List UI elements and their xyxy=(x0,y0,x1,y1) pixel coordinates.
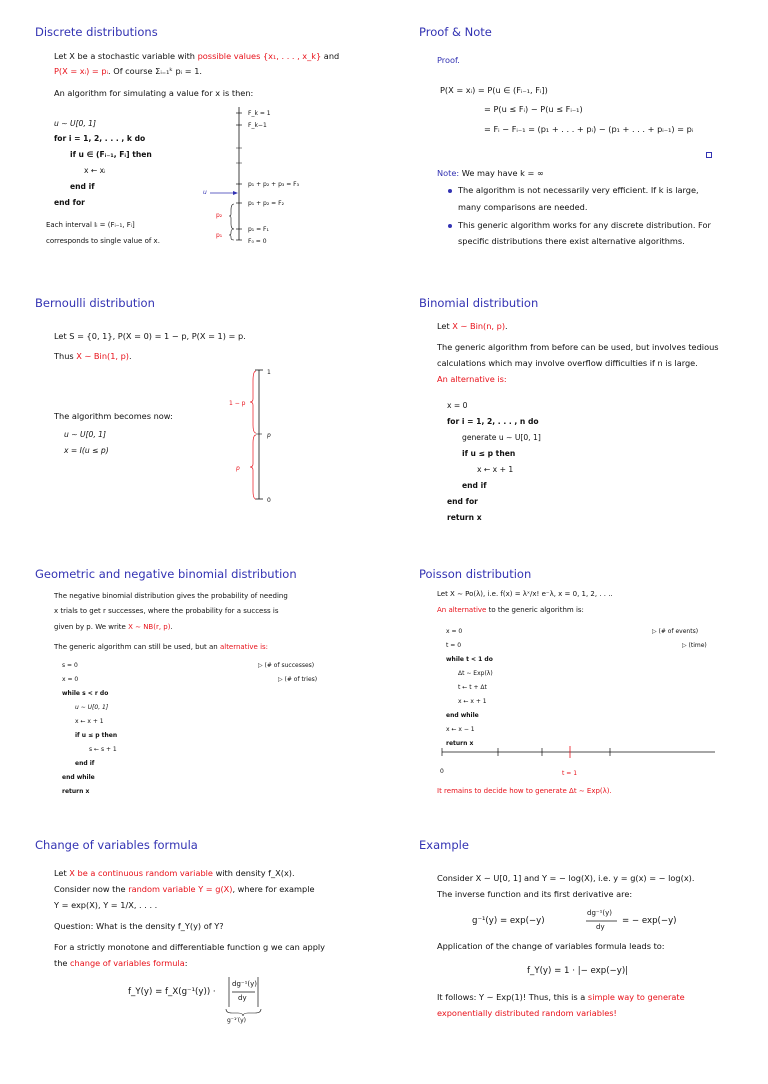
time-axis-diagram xyxy=(384,542,385,543)
axis-label: F_k−1 xyxy=(248,122,267,129)
paragraph-line: Let X be a continuous random variable with density f_X(x). xyxy=(54,868,295,878)
panel-title: Geometric and negative binomial distribution xyxy=(35,567,297,581)
code-line: end if xyxy=(462,481,487,490)
paragraph-line: The negative binomial distribution gives the probability of needing xyxy=(54,592,288,600)
code-comment: ▷ (# of successes) xyxy=(258,662,315,669)
brace-label: 1 − p xyxy=(229,400,246,407)
code-line: s = 0 xyxy=(62,662,78,669)
code-line: u ∼ U[0, 1] xyxy=(75,704,109,711)
paragraph-line: calculations which may involve overflow difficulties if n is large. xyxy=(437,358,698,368)
bullet-text: many comparisons are needed. xyxy=(458,202,588,212)
probability-line: P(X = xᵢ) = pᵢ. Of course Σᵢ₌₁ᵏ pᵢ = 1. xyxy=(54,66,203,76)
qed-square-icon xyxy=(706,152,712,158)
code-line: x ← x − 1 xyxy=(446,726,475,733)
paragraph-line: For a strictly monotone and differentiable function g we can apply xyxy=(54,942,326,952)
paragraph-line: The generic algorithm can still be used, but an alternative is: xyxy=(54,643,269,651)
alternative-label: An alternative is: xyxy=(437,374,507,384)
interval-note: corresponds to single value of x. xyxy=(46,237,160,245)
code-line: end if xyxy=(75,760,95,767)
code-line: x ← x + 1 xyxy=(477,465,514,474)
code-comment: ▷ (# of tries) xyxy=(278,676,318,683)
code-line: end for xyxy=(447,497,478,506)
proof-equation: = Fᵢ − Fᵢ₋₁ = (p₁ + . . . + pᵢ) − (p₁ + . . . + pᵢ₋₁) = pᵢ xyxy=(484,124,694,134)
axis-label: 0 xyxy=(440,768,444,775)
code-line: while t < 1 do xyxy=(446,656,493,663)
axis-label: p₁ + p₂ + p₃ = F₃ xyxy=(248,181,300,188)
code-line: end while xyxy=(62,774,95,781)
axis-label: F_k = 1 xyxy=(248,110,271,117)
proof-equation: = P(u ≤ Fᵢ) − P(u ≤ Fᵢ₋₁) xyxy=(484,104,583,114)
formula-denominator: dy xyxy=(596,923,605,931)
interval-note: Each interval Iᵢ = (Fᵢ₋₁, Fᵢ] xyxy=(46,221,135,229)
code-line: t ← t + Δt xyxy=(458,684,487,691)
u-label: u xyxy=(203,189,207,196)
code-line: x ← xᵢ xyxy=(84,166,106,175)
panel-poisson xyxy=(384,542,768,813)
formula-numerator: dg⁻¹(y) xyxy=(232,980,257,988)
panel-title: Example xyxy=(419,838,469,852)
panel-title: Binomial distribution xyxy=(419,296,539,310)
code-line: t = 0 xyxy=(446,642,462,649)
bullet-icon xyxy=(448,224,452,228)
paragraph-line: The generic algorithm from before can be used, but involves tedious xyxy=(437,342,719,352)
panel-discrete-distributions xyxy=(0,0,384,271)
intro-line: Let X be a stochastic variable with possible values {x₁, . . . , x_k} and xyxy=(54,51,340,61)
panel-title: Discrete distributions xyxy=(35,25,158,39)
code-line: x = 0 xyxy=(447,401,468,410)
formula-left: f_Y(y) = f_X(g⁻¹(y)) · xyxy=(128,987,216,997)
code-line: x = 0 xyxy=(62,676,79,683)
paragraph-line: the change of variables formula: xyxy=(54,958,188,968)
paragraph-line: Consider X ∼ U[0, 1] and Y = − log(X), i.e. y = g(x) = − log(x). xyxy=(437,873,695,883)
paragraph-line: Application of the change of variables formula leads to: xyxy=(437,941,665,951)
code-line: x = I(u ≤ p) xyxy=(64,446,109,455)
code-line: end while xyxy=(446,712,479,719)
code-comment: ▷ (time) xyxy=(682,642,707,649)
code-line: for i = 1, 2, . . . , k do xyxy=(54,134,146,143)
code-line: for i = 1, 2, . . . , n do xyxy=(447,417,539,426)
alternative-line: An alternative to the generic algorithm is: xyxy=(437,606,584,614)
algorithm-intro: The algorithm becomes now: xyxy=(54,411,173,421)
bullet-text: specific distributions there exist alternative algorithms. xyxy=(458,236,685,246)
panel-example xyxy=(384,813,768,1084)
axis-label: 1 xyxy=(267,369,271,376)
paragraph-line: exponentially distributed random variables! xyxy=(437,1008,617,1018)
code-comment: ▷ (# of events) xyxy=(652,628,699,635)
code-line: u ∼ U[0, 1] xyxy=(64,430,106,439)
panel-geometric xyxy=(0,542,384,813)
formula-graphics xyxy=(0,813,1,814)
paragraph-line: x trials to get r successes, where the probability for a success is xyxy=(54,607,279,615)
panel-title: Proof & Note xyxy=(419,25,492,39)
panel-binomial xyxy=(384,271,768,542)
formula-inverse: g⁻¹(y) = exp(−y) xyxy=(472,916,545,926)
axis-label: F₀ = 0 xyxy=(248,238,267,245)
paragraph-line: It follows: Y ∼ Exp(1)! Thus, this is a simple way to generate xyxy=(437,992,685,1002)
proof-equation: P(X = xᵢ) = P(u ∈ (Fᵢ₋₁, Fᵢ]) xyxy=(440,85,548,95)
code-line: x = 0 xyxy=(446,628,463,635)
p1-label: p₁ xyxy=(216,232,223,239)
panel-proof-note xyxy=(384,0,768,271)
code-line: return x xyxy=(62,788,90,795)
code-line: if u ∈ (Fᵢ₋₁, Fᵢ] then xyxy=(70,150,152,159)
bullet-icon xyxy=(448,189,452,193)
code-line: generate u ∼ U[0, 1] xyxy=(462,433,541,442)
code-line: u ∼ U[0, 1] xyxy=(54,119,96,128)
definition-line: Let X ∼ Bin(n, p). xyxy=(437,321,508,331)
code-line: return x xyxy=(446,740,474,747)
panel-title: Poisson distribution xyxy=(419,567,532,581)
algorithm-intro: An algorithm for simulating a value for x is then: xyxy=(54,88,254,98)
panel-bernoulli xyxy=(0,271,384,542)
code-line: end for xyxy=(54,198,85,207)
underbrace-label: g⁻¹′(y) xyxy=(227,1017,246,1024)
panel-change-of-variables xyxy=(0,813,384,1084)
proof-label: Proof. xyxy=(437,55,460,65)
code-line: Δt ∼ Exp(λ) xyxy=(458,670,493,677)
note-line: Note: We may have k = ∞ xyxy=(437,168,544,178)
bernoulli-axis-diagram xyxy=(0,271,1,272)
question-line: Question: What is the density f_Y(y) of Y? xyxy=(54,921,224,931)
axis-label: p₁ = F₁ xyxy=(248,226,269,233)
code-line: s ← s + 1 xyxy=(89,746,117,753)
axis-label: p xyxy=(267,432,271,439)
panel-title: Change of variables formula xyxy=(35,838,198,852)
thus-line: Thus X ∼ Bin(1, p). xyxy=(54,351,132,361)
code-line: while s < r do xyxy=(62,690,109,697)
definition-line: Let X ∼ Po(λ), i.e. f(x) = λˣ/x! e⁻λ, x = 0, 1, 2, . . .. xyxy=(437,590,613,598)
code-line: x ← x + 1 xyxy=(75,718,104,725)
formula-numerator: dg⁻¹(y) xyxy=(587,909,612,917)
paragraph-line: Consider now the random variable Y = g(X), where for example xyxy=(54,884,315,894)
axis-label: t = 1 xyxy=(562,770,578,777)
formula-derivative: = − exp(−y) xyxy=(622,916,677,926)
formula-result: f_Y(y) = 1 · |− exp(−y)| xyxy=(527,966,629,976)
formula-denominator: dy xyxy=(238,994,247,1002)
paragraph-line: given by p. We write X ∼ NB(r, p). xyxy=(54,623,173,631)
paragraph-line: The inverse function and its first derivative are: xyxy=(437,889,633,899)
cdf-axis-diagram xyxy=(0,0,1,1)
bullet-text: This generic algorithm works for any discrete distribution. For xyxy=(458,220,711,230)
code-line: return x xyxy=(447,513,482,522)
code-line: x ← x + 1 xyxy=(458,698,487,705)
paragraph-line: Y = exp(X), Y = 1/X, . . . . xyxy=(54,900,158,910)
axis-label: 0 xyxy=(267,497,271,504)
panel-title: Bernoulli distribution xyxy=(35,296,155,310)
p2-label: p₂ xyxy=(216,212,223,219)
code-line: end if xyxy=(70,182,95,191)
code-line: if u ≤ p then xyxy=(462,449,516,458)
definition-line: Let S = {0, 1}, P(X = 0) = 1 − p, P(X = 1) = p. xyxy=(54,331,246,341)
fraction-bar xyxy=(384,813,385,814)
code-line: if u ≤ p then xyxy=(75,732,118,739)
brace-label: p xyxy=(236,465,240,472)
bullet-text: The algorithm is not necessarily very efficient. If k is large, xyxy=(458,185,699,195)
remains-note: It remains to decide how to generate Δt ∼ Exp(λ). xyxy=(437,787,612,795)
axis-label: p₁ + p₂ = F₂ xyxy=(248,200,284,207)
